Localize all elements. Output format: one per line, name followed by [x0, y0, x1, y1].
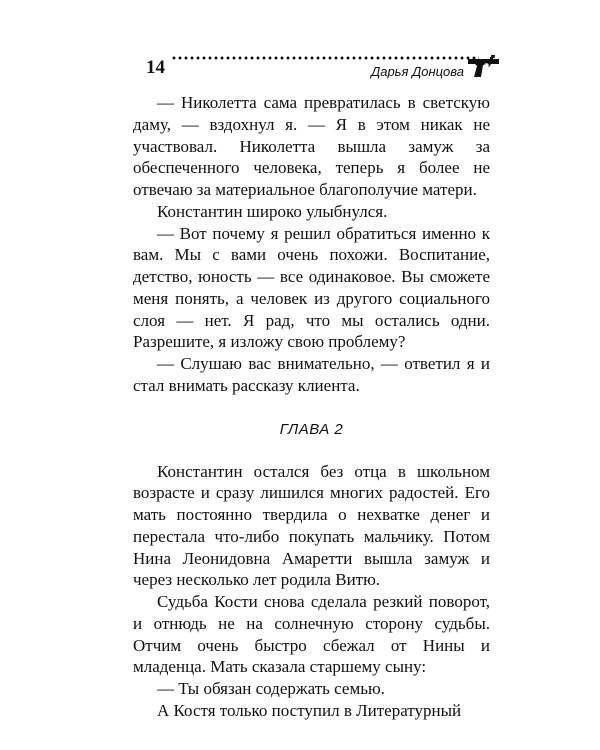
paragraph: — Ты обязан содержать семью. — [157, 679, 385, 698]
paragraph: — Вот почему я решил обратиться именно к вам. Мы с вами очень похожи. Воспитание, детство, юность — все одинаковое. Вы сможете меня понять, а человек из другого социального слоя — нет. Я рад, что мы остались одни. Разрешите, я изложу свою проблему? — [133, 223, 490, 352]
paragraph: Константин широко улыбнулся. — [157, 201, 388, 221]
revolver-icon — [466, 53, 502, 79]
dotted-rule — [171, 56, 479, 60]
page-body — [133, 92, 490, 722]
paragraph: Константин остался без отца в школьном возрасте и сразу лишился многих радостей. Его мать постоянно твердила о нехватке денег и перестала что-либо покупать мальчику. Потом Нина Леонидовна Амаретти вышла замуж и через несколько лет родила Витю. — [133, 461, 490, 590]
running-title-author: Дарья Донцова — [371, 64, 464, 79]
running-header — [146, 52, 502, 82]
paragraph: Судьба Кости снова сделала резкий поворот, и отнюдь не на солнечную сторону судьбы. Отчим очень быстро сбежал от Нины и младенца. Мать сказала старшему сыну: — [133, 592, 490, 677]
chapter-title: ГЛАВА 2 — [279, 420, 344, 438]
paragraph: — Николетта сама превратилась в светскую даму, — вздохнул я. — Я в этом никак не участвовал. Николетта вышла замуж за обеспеченного человека, теперь я более не отвечаю за материальное благополучие матери. — [133, 93, 490, 199]
paragraph: А Костя только поступил в Литературный — [157, 700, 462, 720]
page-number: 14 — [146, 57, 165, 78]
paragraph: — Слушаю вас внимательно, — ответил я и стал внимать рассказу клиента. — [133, 354, 490, 395]
